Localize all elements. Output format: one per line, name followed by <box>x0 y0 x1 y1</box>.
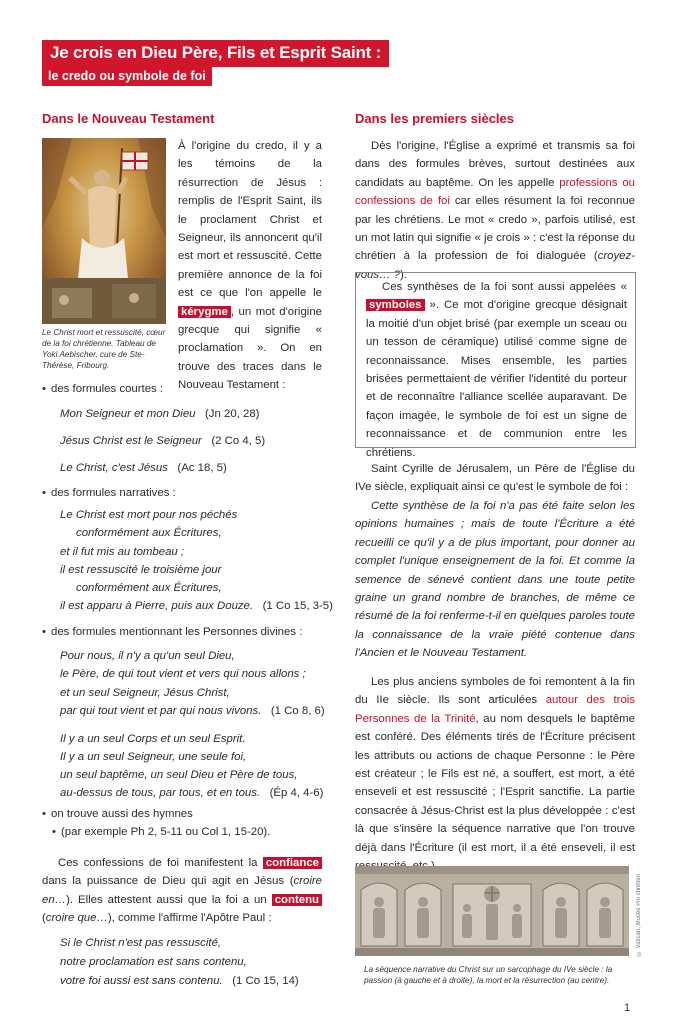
divine2-line: Il y a un seul Seigneur, une seule foi, <box>60 751 247 763</box>
final-quote-line-last: votre foi aussi est sans contenu. (1 Co 15, 14) <box>60 975 299 987</box>
left-column-heading: Dans le Nouveau Testament <box>42 111 215 126</box>
image-credit: © Vatican, Musée Pio chrétien <box>636 874 642 956</box>
kerygme-term: kérygme <box>178 306 231 318</box>
bullet-hymns: • on trouve aussi des hymnes <box>42 805 193 823</box>
intro-paragraph: À l'origine du credo, il y a les témoins de la résurrection de Jésus : remplis de l'Esprit Saint, ils le proclament Christ et Seigneur, ils annoncent qu'il est mort et ressuscité. Cette première annonce de la foi est ce que l'on appelle le kérygme , un mot d'origine grecque qui signifie « proclamation ». On en trouve des traces dans le Nouveau Testament : <box>178 140 322 392</box>
narrative-line-last: il est apparu à Pierre, puis aux Douze. (1 Co 15, 3-5) <box>60 600 333 612</box>
divine1-line: et un seul Seigneur, Jésus Christ, <box>60 687 230 699</box>
divine2-line: un seul baptême, un seul Dieu et Père de tous, <box>60 769 298 781</box>
divine1-line: le Père, de qui tout vient et vers qui nous allons ; <box>60 668 306 680</box>
short-formula-3: Le Christ, c'est Jésus (Ac 18, 5) <box>60 462 227 474</box>
final-quote-line: Si le Christ n'est pas ressuscité, <box>60 937 222 949</box>
page-title: Je crois en Dieu Père, Fils et Esprit Saint : <box>42 40 389 67</box>
short-formula-2: Jésus Christ est le Seigneur (2 Co 4, 5) <box>60 435 266 447</box>
confession-paragraph: Ces confessions de foi manifestent la confiance dans la puissance de Dieu qui agit en Jésus (croire en…). Elles attestent aussi que la foi a un contenu (croire que…), comme l'affirme l'Apôtre Paul : <box>42 857 322 925</box>
ancient-symbols-paragraph: Les plus anciens symboles de foi remontent à la fin du IIe siècle. Ils sont articulées autour des trois Personnes de la Trinité, au nom desquels le baptême est conféré. Des éléments tirés de l'Écriture précisent les attributs ou actions de chaque Personne : le Père est créateur ; le Fils est né, a souffert, est mort, a été enseveli et est ressuscité ; l'Esprit sanctifie. La partie consacrée à Jésus-Christ est la plus développée : c'est là que s'insère la séquence narrative que l'on trouve déjà dans l'Écriture (il est mort, il a été enseveli, il est <box>355 676 635 854</box>
narrative-line: il est ressuscité le troisième jour <box>60 564 222 576</box>
sarcophagus-image <box>355 866 629 956</box>
narrative-line: et il fut mis au tombeau ; <box>60 546 185 558</box>
symbol-definition-box <box>355 272 636 459</box>
title-banner <box>42 40 389 67</box>
page-number: 1 <box>624 1002 631 1014</box>
bullet-divine-persons: • des formules mentionnant les Personnes divines : <box>42 623 302 641</box>
final-quote-line: notre proclamation est sans contenu, <box>60 956 247 968</box>
page-subtitle: le credo ou symbole de foi <box>42 67 212 86</box>
bullet-short-formulas: • des formules courtes : <box>42 380 163 398</box>
origins-paragraph: Dès l'origine, l'Église a exprimé et transmis sa foi dans des formules brèves, surtout destinées aux candidats au baptême. On les appelle professions ou confessions de foi car elles résument la foi reconnue par les chrétiens. Le mot « credo », parfois utilisé, est un mot latin qui signifie « je crois » : c'est la réponse du chrétien à la profession de foi dialoguée (croyez-vous… ?). <box>355 140 635 281</box>
narrative-line: Le Christ est mort pour nos péchés <box>60 509 238 521</box>
cyrille-intro: Saint Cyrille de Jérusalem, un Père de l'Église du IVe siècle, expliquait ainsi ce qu'est le symbole de foi : <box>355 463 635 494</box>
narrative-line: conformément aux Écritures, <box>76 527 222 539</box>
hymns-examples: • (par exemple Ph 2, 5-11 ou Col 1, 15-20). <box>52 823 270 841</box>
symboles-term: symboles <box>366 299 425 311</box>
trinity-term: autour des trois Personnes de la Trinité <box>355 694 635 725</box>
painting-caption: Le Christ mort et ressuscité, cœur de la foi chrétienne. Tableau de Yoki Aebischer, cure de Ste-Thérèse, Fribourg. <box>42 328 166 370</box>
confiance-term: confiance <box>263 857 322 869</box>
cyrille-quote: Cette synthèse de la foi n'a pas été faite selon les opinions humaines ; mais de toute l'Écriture a été recueilli ce qu'il y a de plus important, pour donner au complet l'unique enseignement de la foi. Et comme la semence de sénevé contient dans une toute petite graine un grand nombre de branches, de même ce résumé de la foi renferme-t-il en quelques paroles toute la connaissance de la vraie piété contenue dans l'Ancien et le Nouveau Testament. <box>355 500 635 660</box>
sarcophagus-caption: La séquence narrative du Christ sur un sarcophage du IVe siècle : la passion (à gauche et à droite), la mort et la résurrection (au centre). <box>364 965 613 985</box>
contenu-term: contenu <box>272 894 322 906</box>
divine1-line-last: par qui tout vient et par qui nous vivons. (1 Co 8, 6) <box>60 705 325 717</box>
professions-term: professions ou confessions de foi <box>355 176 635 208</box>
symbol-definition-text: Ces synthèses de la foi sont aussi appelées « symboles ». Ce mot d'origine grecque désignait la moitié d'un objet brisé (par exemple un sceau ou un tesson de céramique) utilisé comme signe de reconnaissance. Mises ensemble, les parties brisées permettaient de vérifier l'identité du porteur et de reconnaître l'alliance scellée auparavant. De façon imagée, le symbole de foi est un signe de reconnaissance et de communion entre les chrétiens. <box>366 281 627 459</box>
divine1-line: Pour nous, il n'y a qu'un seul Dieu, <box>60 650 235 662</box>
narrative-line: conformément aux Écritures, <box>76 582 222 594</box>
right-column-heading: Dans les premiers siècles <box>355 111 514 126</box>
divine2-line-last: au-dessus de tous, par tous, et en tous. (Ép 4, 4-6) <box>60 787 324 799</box>
bullet-narrative-formulas: • des formules narratives : <box>42 484 176 502</box>
divine2-line: Il y a un seul Corps et un seul Esprit. <box>60 733 246 745</box>
resurrection-painting <box>42 138 166 324</box>
short-formula-1: Mon Seigneur et mon Dieu (Jn 20, 28) <box>60 408 260 420</box>
